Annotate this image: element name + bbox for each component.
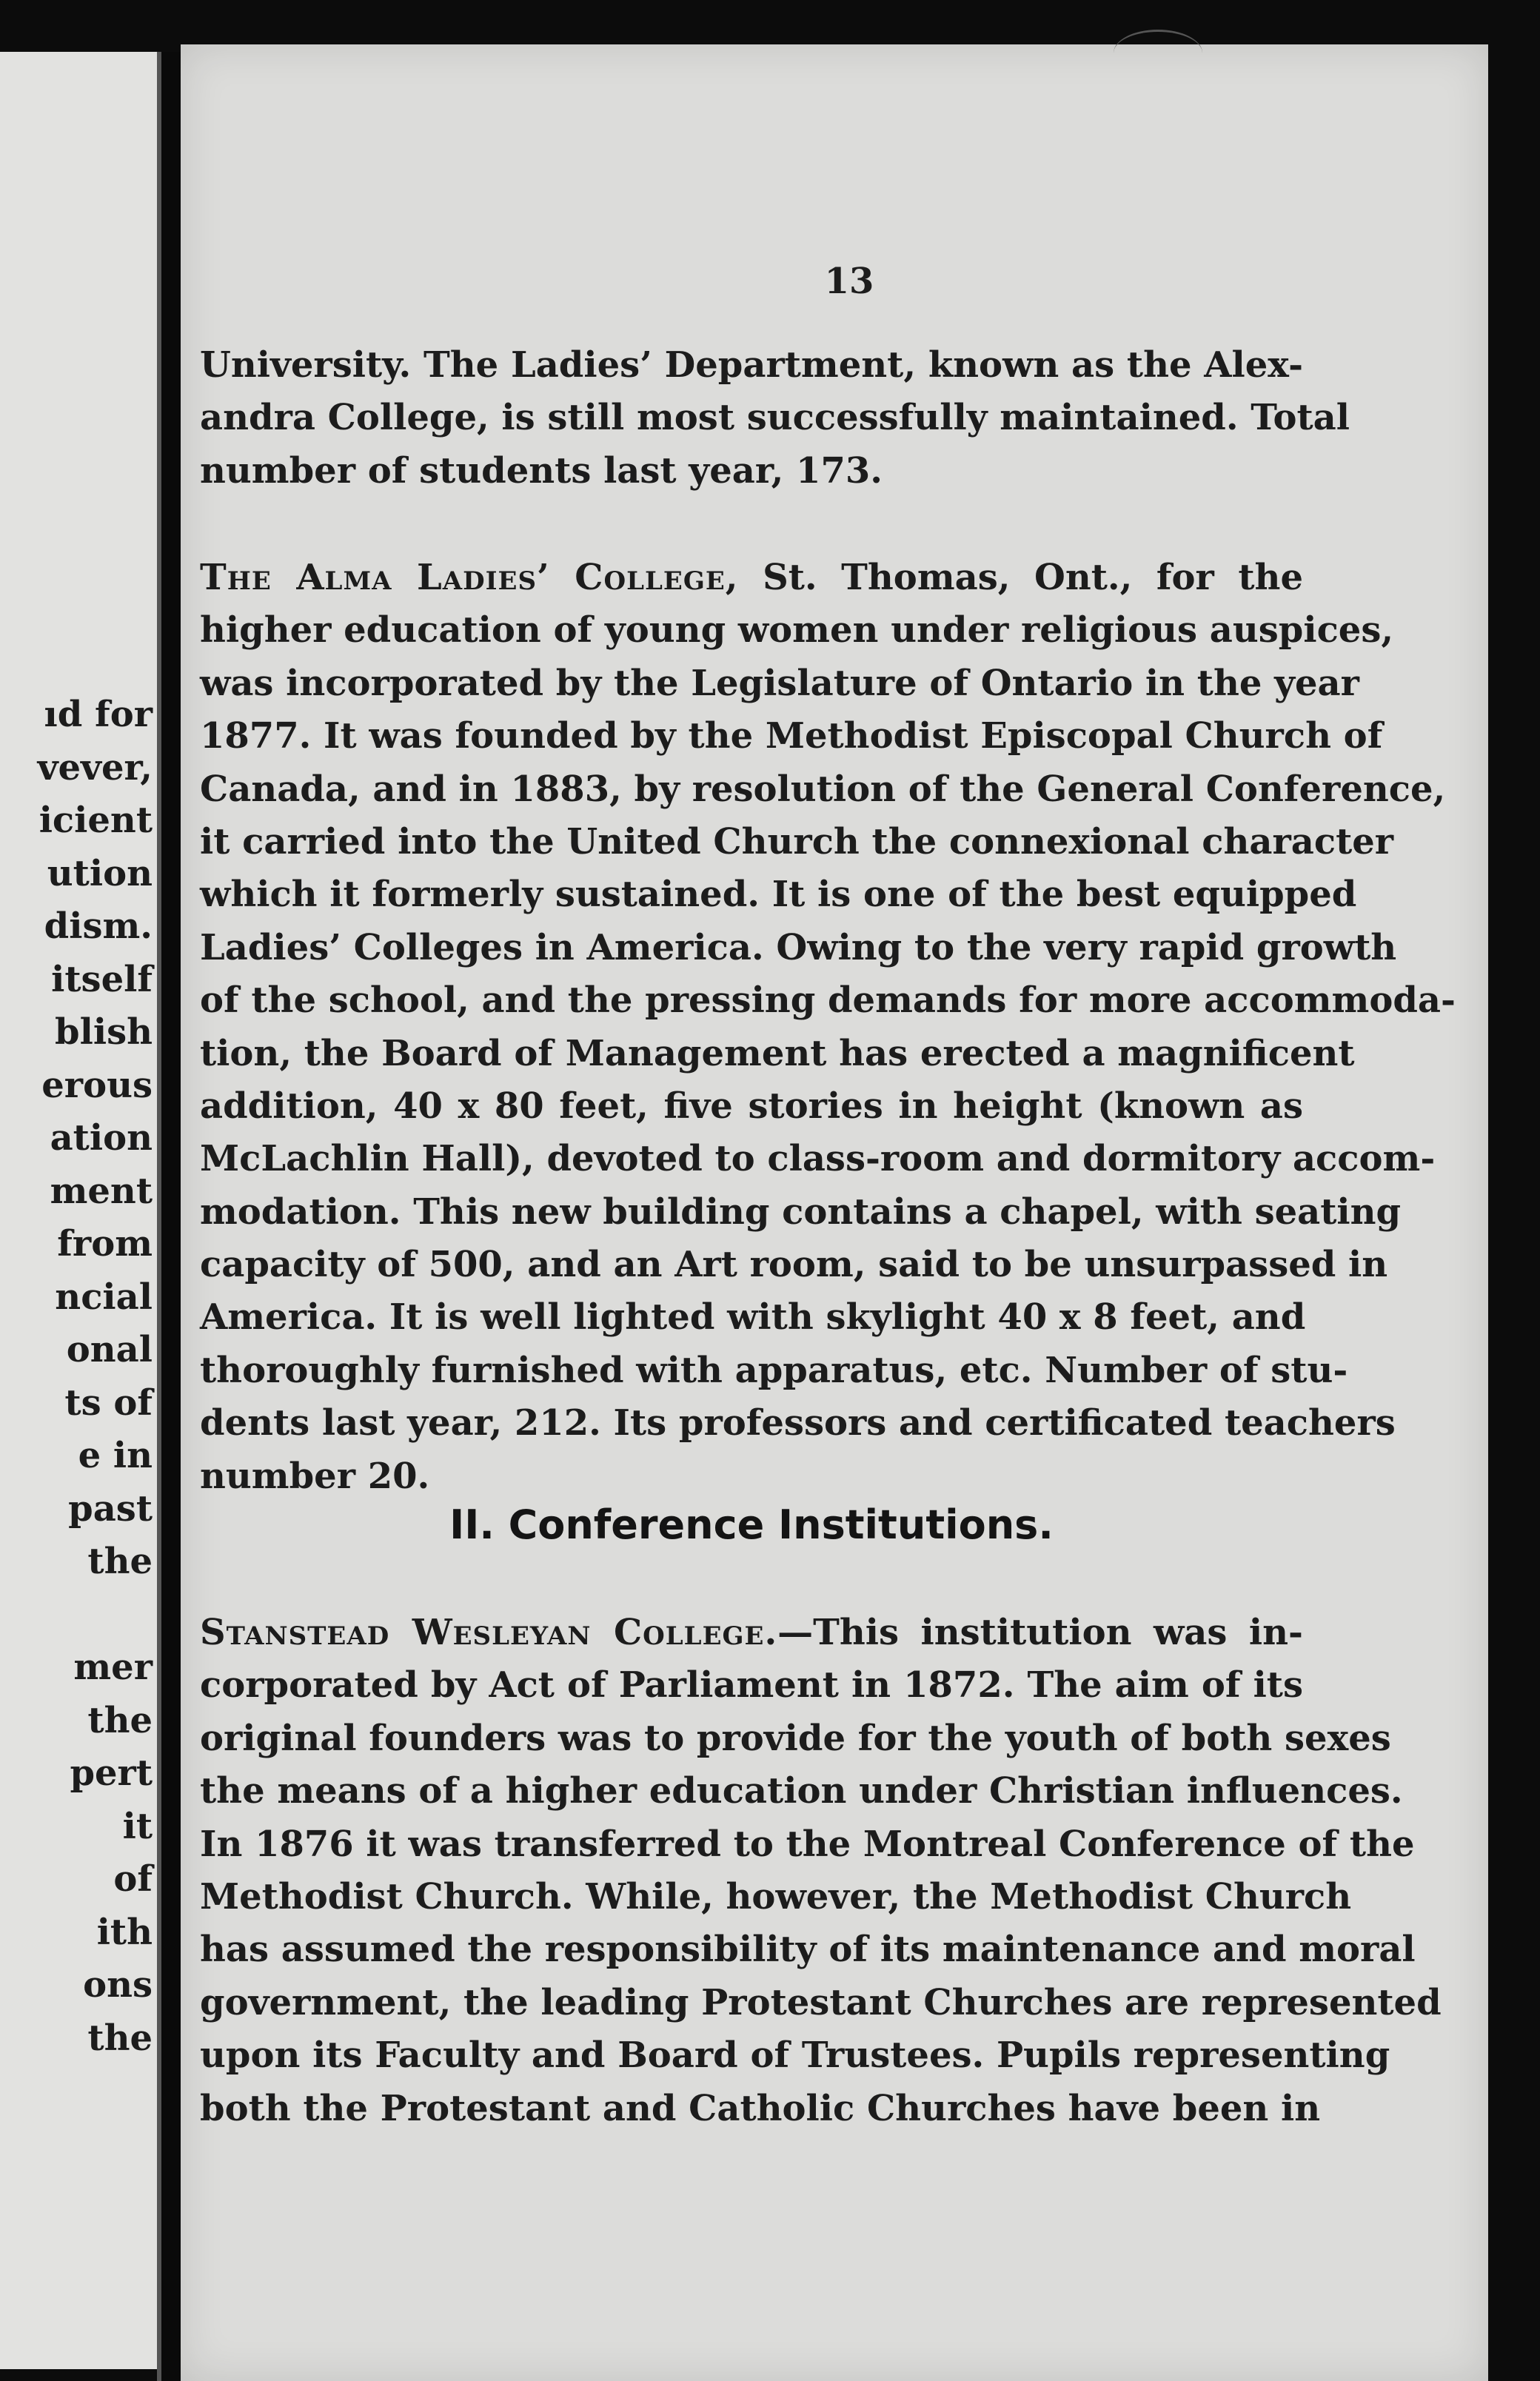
text-line bbox=[200, 1607, 1303, 1659]
previous-page-line: the bbox=[87, 1541, 153, 1582]
lead-in-title: Stanstead Wesleyan College. bbox=[200, 1612, 778, 1653]
previous-page-line: ıd for bbox=[44, 694, 153, 735]
paragraph-stanstead-college bbox=[200, 1607, 1442, 2135]
previous-page-line: icient bbox=[38, 800, 153, 841]
text-line: capacity of 500, and an Art room, said to be unsurpassed in bbox=[200, 1244, 1388, 1286]
text-line: 1877. It was founded by the Methodist Episcopal Church of bbox=[200, 715, 1383, 757]
binding-gutter bbox=[161, 52, 181, 2381]
text-line: modation. This new building contains a chapel, with seating bbox=[200, 1190, 1402, 1233]
book-page bbox=[181, 44, 1488, 2381]
text-line: University. The Ladies’ Department, known as the Alex- bbox=[200, 344, 1303, 386]
previous-page-line bbox=[0, 1589, 157, 1642]
text-line: higher education of young women under religious auspices, bbox=[200, 609, 1394, 652]
text-line: was incorporated by the Legislature of Ontario in the year bbox=[200, 662, 1359, 704]
text-line: government, the leading Protestant Churches are represented bbox=[200, 1981, 1442, 2023]
previous-page-line: onal bbox=[66, 1329, 153, 1370]
previous-page-line: erous bbox=[41, 1064, 153, 1106]
previous-page-line: of bbox=[113, 1858, 153, 1900]
text-line bbox=[200, 552, 1303, 604]
text-line: thoroughly furnished with apparatus, etc. Number of stu- bbox=[200, 1349, 1348, 1391]
previous-page-line: blish bbox=[55, 1011, 153, 1053]
previous-page-line: past bbox=[68, 1487, 153, 1530]
previous-page-line: ment bbox=[50, 1170, 153, 1212]
paragraph-university bbox=[200, 339, 1350, 498]
text-line: the means of a higher education under Christian influences. bbox=[200, 1770, 1403, 1812]
previous-page-line: ncial bbox=[55, 1276, 153, 1318]
text-line: corporated by Act of Parliament in 1872. The aim of its bbox=[200, 1664, 1303, 1707]
text-line-rest: —This institution was in- bbox=[777, 1612, 1303, 1653]
previous-page-line: it bbox=[122, 1805, 153, 1847]
previous-page-fragment bbox=[0, 52, 157, 2369]
previous-page-line: from bbox=[57, 1223, 153, 1265]
previous-page-line: the bbox=[87, 1699, 153, 1741]
text-line: which it formerly sustained. It is one of the best equipped bbox=[200, 874, 1357, 916]
text-line: number 20. bbox=[200, 1455, 430, 1497]
page-number: 13 bbox=[824, 261, 874, 302]
text-line-rest: St. Thomas, Ont., for the bbox=[738, 557, 1303, 598]
previous-page-line: pert bbox=[70, 1752, 153, 1794]
lead-in-title: The Alma Ladies’ College, bbox=[200, 557, 739, 598]
previous-page-line: vever, bbox=[37, 746, 153, 788]
text-line: has assumed the responsibility of its maintenance and moral bbox=[200, 1929, 1416, 1971]
text-line: andra College, is still most successfully maintained. Total bbox=[200, 397, 1350, 439]
text-line: both the Protestant and Catholic Churches have been in bbox=[200, 2087, 1321, 2129]
previous-page-line: ith bbox=[96, 1911, 153, 1953]
text-line: Canada, and in 1883, by resolution of the General Conference, bbox=[200, 768, 1446, 810]
section-heading: II. Conference Institutions. bbox=[449, 1501, 1054, 1548]
text-line: addition, 40 x 80 feet, five stories in height (known as bbox=[200, 1085, 1303, 1127]
previous-page-line: itself bbox=[51, 958, 153, 1000]
scan-artifact bbox=[1114, 30, 1202, 76]
previous-page-line: ation bbox=[50, 1117, 153, 1159]
text-line: Ladies’ Colleges in America. Owing to the very rapid growth bbox=[200, 926, 1397, 968]
scan-border bbox=[1488, 0, 1540, 2381]
previous-page-line: ution bbox=[47, 852, 153, 894]
text-line: dents last year, 212. Its professors and certificated teachers bbox=[200, 1402, 1396, 1444]
previous-page-line: the bbox=[87, 2017, 153, 2059]
previous-page-line: e in bbox=[78, 1435, 153, 1476]
text-line: America. It is well lighted with skylight 40 x 8 feet, and bbox=[200, 1296, 1306, 1339]
text-line: original founders was to provide for the youth of both sexes bbox=[200, 1717, 1391, 1759]
previous-page-text bbox=[0, 689, 157, 2065]
text-line: In 1876 it was transferred to the Montreal Conference of the bbox=[200, 1823, 1415, 1865]
text-line: of the school, and the pressing demands for more accommoda- bbox=[200, 979, 1456, 1022]
text-line: Methodist Church. While, however, the Methodist Church bbox=[200, 1875, 1352, 1918]
previous-page-line: ons bbox=[83, 1964, 153, 2006]
paragraph-alma-college bbox=[200, 552, 1456, 1503]
previous-page-line: mer bbox=[73, 1647, 153, 1688]
previous-page-line: dism. bbox=[44, 905, 153, 947]
text-line: McLachlin Hall), devoted to class-room and dormitory accom- bbox=[200, 1138, 1436, 1180]
text-line: upon its Faculty and Board of Trustees. Pupils representing bbox=[200, 2035, 1390, 2077]
text-line: number of students last year, 173. bbox=[200, 449, 883, 492]
text-line: it carried into the United Church the connexional character bbox=[200, 820, 1394, 863]
text-line: tion, the Board of Management has erected a magnificent bbox=[200, 1032, 1355, 1074]
previous-page-line: ts of bbox=[64, 1382, 153, 1424]
